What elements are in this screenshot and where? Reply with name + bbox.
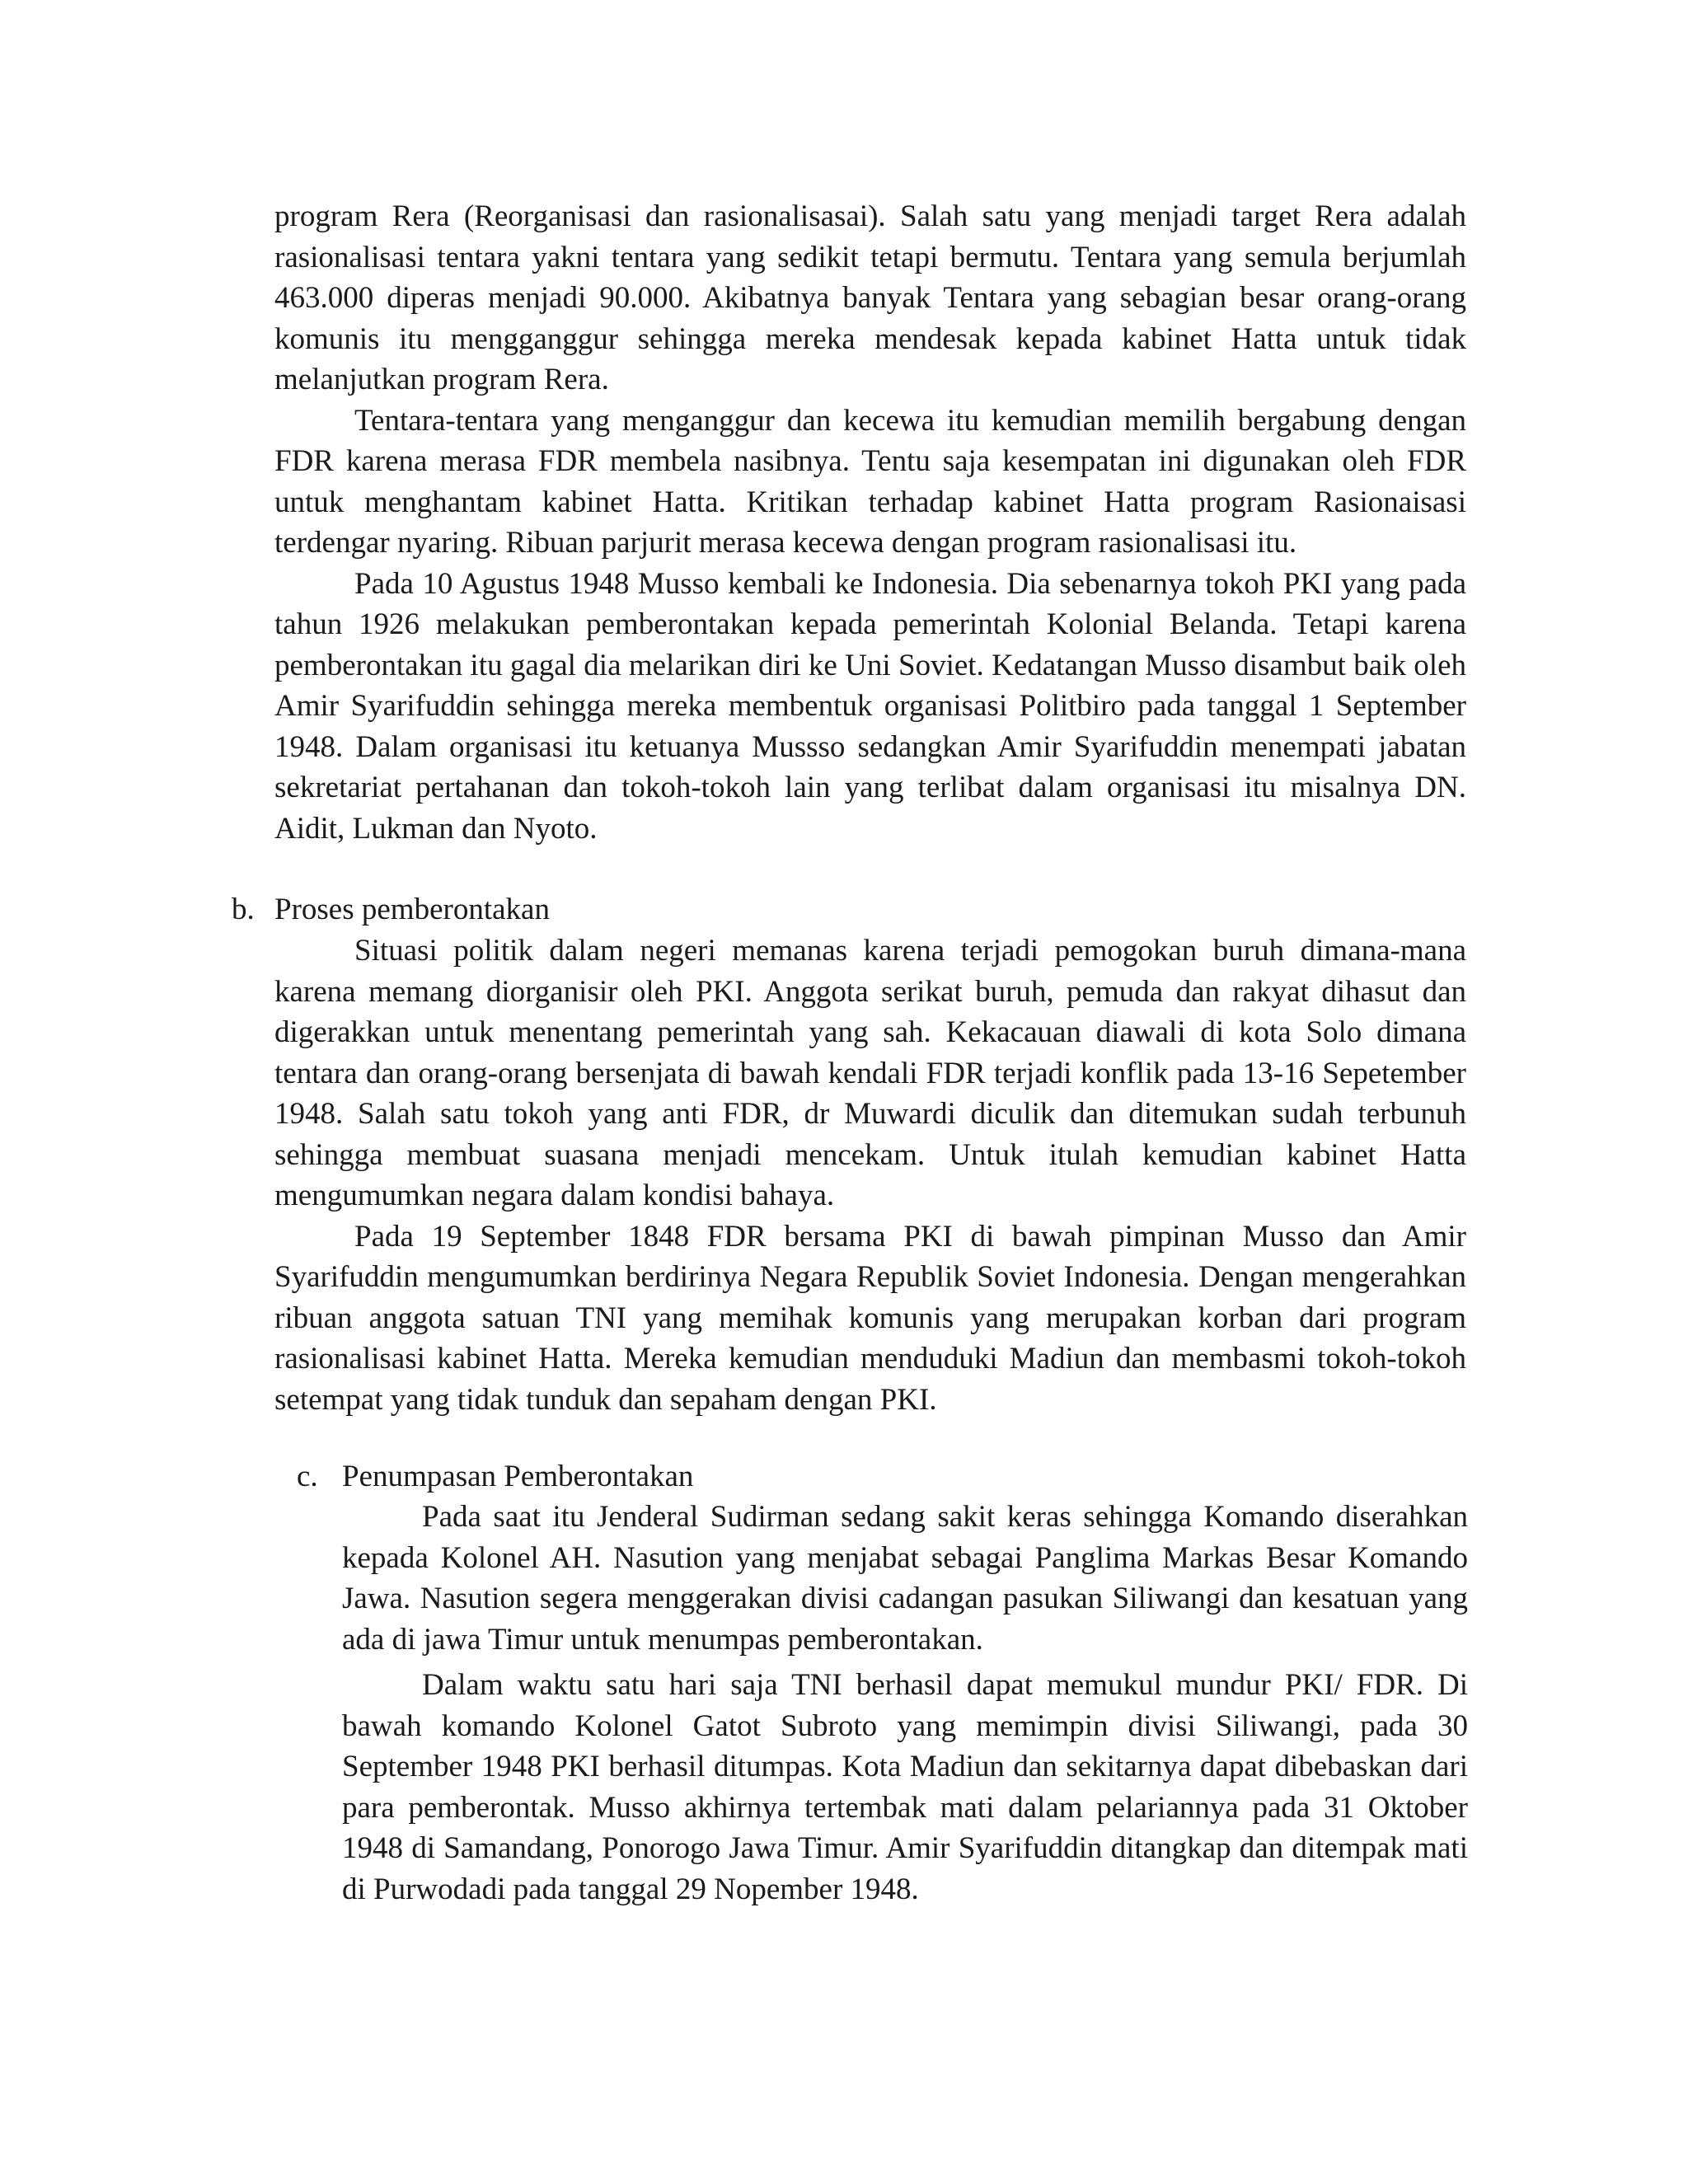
section-b-heading (232, 889, 1468, 930)
intro-paragraph-3: Pada 10 Agustus 1948 Musso kembali ke Indonesia. Dia sebenarnya tokoh PKI yang pada tahun 1926 melakukan pemberontakan kepada pemerintah Kolonial Belanda. Tetapi karena pemberontakan itu gagal dia melarikan diri ke Uni Soviet. Kedatangan Musso disambut baik oleh Amir Syarifuddin sehingga mereka membentuk organisasi Politbiro pada tanggal 1 September 1948. Dalam organisasi itu ketuanya Mussso sedangkan Amir Syarifuddin menempati jabatan sekretariat pertahanan dan tokoh-tokoh lain yang terlibat dalam organisasi itu misalnya DN. Aidit, Lukman dan Nyoto. (274, 566, 1466, 846)
section-c-paragraph-1: Pada saat itu Jenderal Sudirman sedang sakit keras sehingga Komando diserahkan kepada Kolonel AH. Nasution yang menjabat sebagai Panglima Markas Besar Komando Jawa. Nasution segera menggerakan divisi cadangan pasukan Siliwangi dan kesatuan yang ada di jawa Timur untuk menumpas pemberontakan. (342, 1500, 1468, 1657)
intro-section (274, 196, 1466, 849)
section-c-title: Penumpasan Pemberontakan (342, 1460, 694, 1493)
section-b-marker: b. (232, 893, 255, 926)
section-c-heading (297, 1456, 1467, 1497)
section-b-title: Proses pemberontakan (274, 893, 550, 926)
section-b-paragraph-1: Situasi politik dalam negeri memanas karena terjadi pemogokan buruh dimana-mana karena memang diorganisir oleh PKI. Anggota serikat buruh, pemuda dan rakyat dihasut dan digerakkan untuk menentang pemerintah yang sah. Kekacauan diawali di kota Solo dimana tentara dan orang-orang bersenjata di bawah kendali FDR terjadi konflik pada 13-16 Sepetember 1948. Salah satu tokoh yang anti FDR, dr Muwardi diculik dan ditemukan sudah terbunuh sehingga membuat suasana menjadi mencekam. Untuk itulah kemudian kabinet Hatta mengumumkan negara dalam kondisi bahaya. (274, 934, 1466, 1212)
section-c-body (342, 1497, 1468, 1910)
section-c-marker: c. (297, 1460, 318, 1493)
section-c-paragraph-2: Dalam waktu satu hari saja TNI berhasil dapat memukul mundur PKI/ FDR. Di bawah komando Kolonel Gatot Subroto yang memimpin divisi Siliwangi, pada 30 September 1948 PKI berhasil ditumpas. Kota Madiun dan sekitarnya dapat dibebaskan dari para pemberontak. Musso akhirnya tertembak mati dalam pelariannya pada 31 Oktober 1948 di Samandang, Ponorogo Jawa Timur. Amir Syarifuddin ditangkap dan ditempak mati di Purwodadi pada tanggal 29 Nopember 1948. (342, 1668, 1468, 1906)
section-b-body (274, 930, 1466, 1420)
intro-paragraph-1: program Rera (Reorganisasi dan rasionalisasai). Salah satu yang menjadi target Rera adalah rasionalisasi tentara yakni tentara yang sedikit tetapi bermutu. Tentara yang semula berjumlah 463.000 diperas menjadi 90.000. Akibatnya banyak Tentara yang sebagian besar orang-orang komunis itu mengganggur sehingga mereka mendesak kepada kabinet Hatta untuk tidak melanjutkan program Rera. (274, 199, 1466, 396)
section-b-paragraph-2: Pada 19 September 1848 FDR bersama PKI di bawah pimpinan Musso dan Amir Syarifuddin mengumumkan berdirinya Negara Republik Soviet Indonesia. Dengan mengerahkan ribuan anggota satuan TNI yang memihak komunis yang merupakan korban dari program rasionalisasi kabinet Hatta. Mereka kemudian menduduki Madiun dan membasmi tokoh-tokoh setempat yang tidak tunduk dan sepaham dengan PKI. (274, 1219, 1466, 1417)
intro-paragraph-2: Tentara-tentara yang menganggur dan kecewa itu kemudian memilih bergabung dengan FDR karena merasa FDR membela nasibnya. Tentu saja kesempatan ini digunakan oleh FDR untuk menghantam kabinet Hatta. Kritikan terhadap kabinet Hatta program Rasionaisasi terdengar nyaring. Ribuan parjurit merasa kecewa dengan program rasionalisasi itu. (274, 403, 1466, 560)
